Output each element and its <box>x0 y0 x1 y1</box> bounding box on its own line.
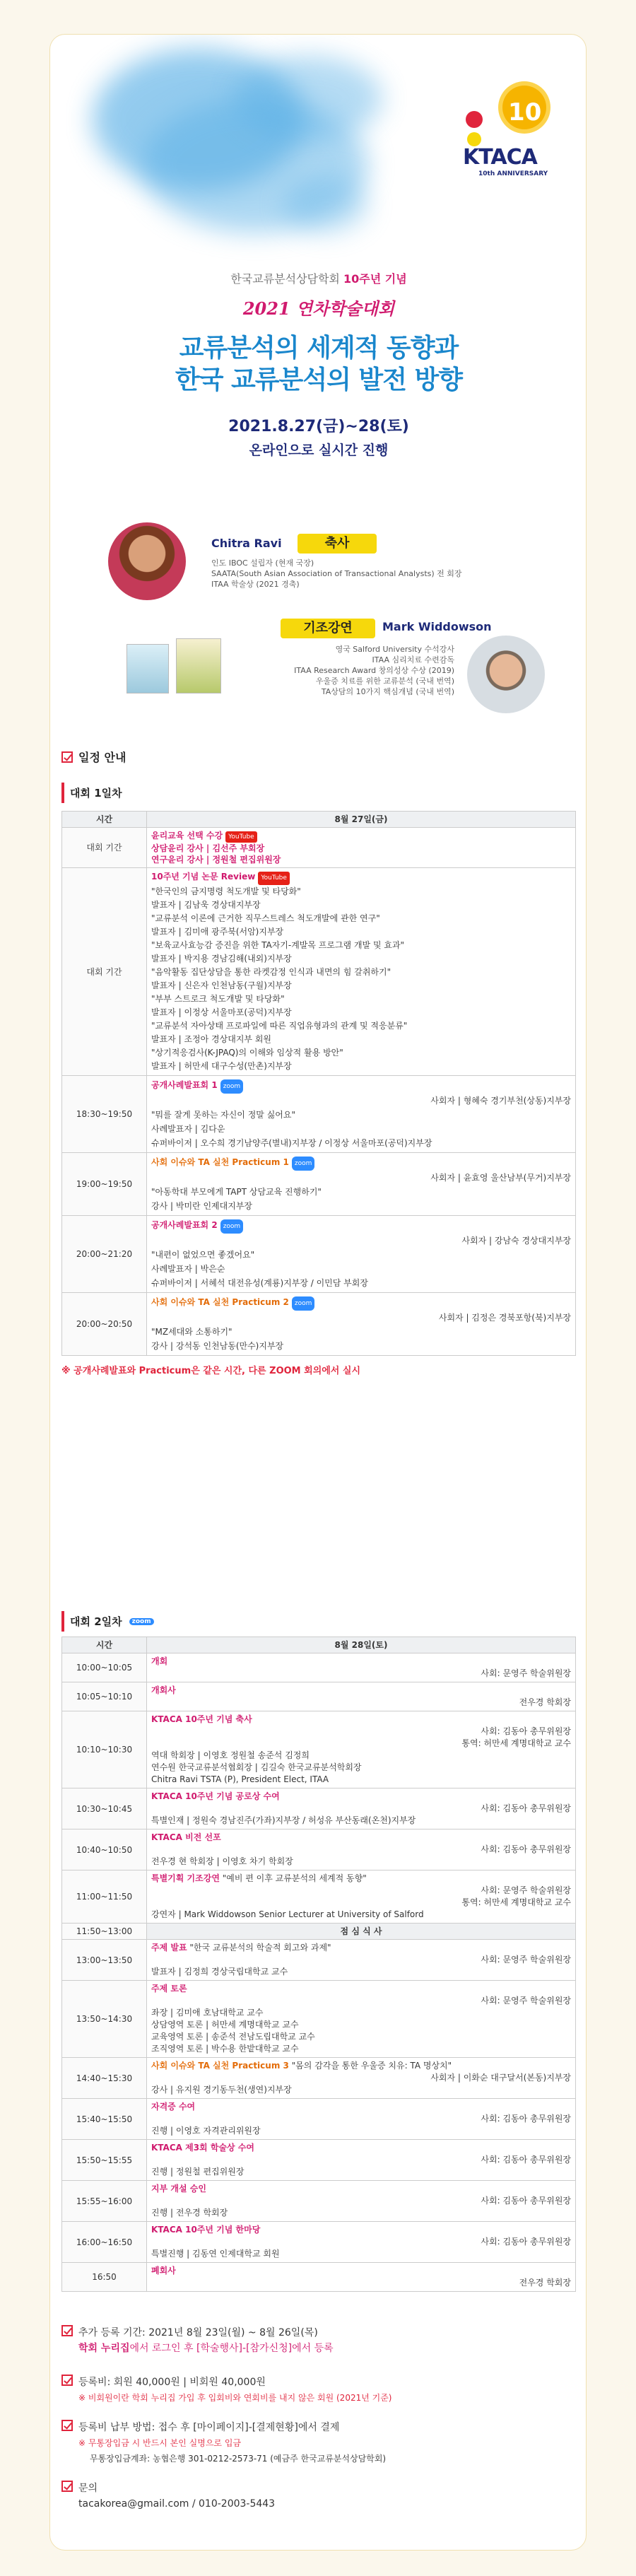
chitra-photo <box>108 522 186 600</box>
table-row: 16:50 폐회사 전우경 학회장 <box>62 2263 576 2292</box>
table-row: 10:00~10:05 개회 사회: 문영주 학술위원장 <box>62 1653 576 1682</box>
check-icon <box>61 2325 73 2336</box>
registration-info: 추가 등록 기간: 2021년 8월 23일(월) ~ 8월 26일(목) 학회 누리집에서 로그인 후 [학술행사]-[참가신청]에서 등록 <box>61 2325 576 2356</box>
contact-text: tacakorea@gmail.com / 010-2003-5443 <box>78 2498 276 2510</box>
table-row: 16:00~16:50 KTACA 10주년 기념 한마당 사회: 김동아 총무위원장 특별진행 | 김동연 인제대학교 회원 <box>62 2222 576 2263</box>
youtube-icon: YouTube <box>225 831 257 843</box>
mark-name: Mark Widdowson <box>382 620 492 633</box>
day2-table: 시간 8월 28일(토) 10:00~10:05 개회 사회: 문영주 학술위원장 10:05~10:10 개회사 전우경 학회장 10:10~10:30 KTACA 10주년 기념 축사 사회: 김동아 총무위원장 통역: 허만세 계명대학교 교수 역대 학회장 | 이영호 정원철 송준석 김정희 연수원 한국교류분석협회장 | 김길숙 한국교류분석학회장 Chitra Ravi TSTA (P), President Elect, ITAA 10:30~10:45 KTACA 10주년 기념 공로상 수여 사회: 김동아 총무위원장 특별인재 | 정원숙 경남진주(가좌)지부장 / 허성유 부산동래(온천)지부장 10:40~10:50 KTACA 비전 선포 사회: 김동아 총무위원장 전우경 현 학회장 | 이영호 차기 학회장 11:00~11:50 특별기획 기조강연 "예비 편 이후 교류분석의 세계적 동향" 사회: 문영주 학술위원장 통역: 허만세 계명대학교 교수 강연자 | Mark Widdowson Senior Lecturer at University of Salford 11:50~13:00 점 심 식 사 13:00~13:50 주제 발표 "한국 교류분석의 학술적 회고와 과제" 사회: 문영주 학술위원장 발표자 | 김정희 경상국립대학교 교수 13:50~14:30 주제 토론 사회: 문영주 학술위원장 좌장 | 김미애 호남대학교 교수 상담영역 토론 | 허만세 계명대학교 교수 교육영역 토론 | 송준석 전남도립대학교 교수 조직영역 토론 | 박수용 한밭대학교 교수 14:40~15:30 사회 이슈와 TA 실천 Practicum 3 "몸의 감각을 통한 우울증 치유: TA 명상치" 사회자 | 이화순 대구달서(본동)지부장 강사 | 유지원 경기동두천(생연)지부장 15:40~15:50 자격증 수여 사회: 김동아 총무위원장 진행 | 이영호 자격관리위원장 15:50~15:55 KTACA 제3회 학술상 수여 사회: 김동아 총무위원장 진행 | 정원철 편집위원장 15:55~16:00 지부 개설 승인 사회: 김동아 총무위원장 진행 | 전우경 학회장 16:00~16:50 KTACA 10주년 기념 한마당 사회: 김동아 총무위원장 특별진행 | 김동연 인제대학교 회원 16:50 폐회사 전우경 학회장 <box>61 1637 576 2292</box>
table-row: 13:00~13:50 주제 발표 "한국 교류분석의 학술적 회고와 과제" 사회: 문영주 학술위원장 발표자 | 김정희 경상국립대학교 교수 <box>62 1940 576 1981</box>
chitra-name: Chitra Ravi <box>211 537 282 550</box>
event-date: 2021.8.27(금)~28(토) <box>228 418 409 435</box>
table-row: 19:00~19:50 사회 이슈와 TA 실천 Practicum 1 zoom 사회자 | 윤효영 울산남부(무거)지부장 "아동학대 부모에게 TAPT 상담교육 진행하기" 강사 | 박미란 인제대지부장 <box>62 1153 576 1216</box>
schedule-heading: 일정 안내 <box>61 749 576 765</box>
table-row: 11:00~11:50 특별기획 기조강연 "예비 편 이후 교류분석의 세계적 동향" 사회: 문영주 학술위원장 통역: 허만세 계명대학교 교수 강연자 | Mark Widdowson Senior Lecturer at University of Salford <box>62 1870 576 1924</box>
table-row: 14:40~15:30 사회 이슈와 TA 실천 Practicum 3 "몸의 감각을 통한 우울증 치유: TA 명상치" 사회자 | 이화순 대구달서(본동)지부장 강사 | 유지원 경기동두천(생연)지부장 <box>62 2058 576 2099</box>
parallel-session-note: ※ 공개사례발표와 Practicum은 같은 시간, 다른 ZOOM 회의에서 실시 <box>61 1366 361 1376</box>
main-title-line2: 한국 교류분석의 발전 방향 <box>175 365 463 394</box>
payment-info: 등록비 납부 방법: 접수 후 [마이페이지]-[결제현황]에서 결제 ※ 무통장입금 시 반드시 본인 실명으로 입금 무통장입금계좌: 농협은행 301-0212-2573-71 (예금주 한국교류분석상담학회) <box>61 2420 576 2466</box>
table-row: 10:10~10:30 KTACA 10주년 기념 축사 사회: 김동아 총무위원장 통역: 허만세 계명대학교 교수 역대 학회장 | 이영호 정원철 송준석 김정희 연수원 한국교류분석협회장 | 김길숙 한국교류분석학회장 Chitra Ravi TSTA (P), President Elect, ITAA <box>62 1711 576 1788</box>
table-row: 대회 기간 10주년 기념 논문 Review YouTube "한국인의 금지명령 척도개발 및 타당화" 발표자 | 김남욱 경상대지부장 "교류분석 이론에 근거한 직무스트레스 척도개발에 관한 연구" 발표자 | 김미애 광주북(서암)지부장 "보육교사효능감 증진을 위한 TA자기-계발목 프로그램 개발 및 효과" 발표자 | 박지용 경남김해(내외)지부장 "음악활동 집단상담을 통한 라켓감정 인식과 내면의 힘 갈취하기" 발표자 | 신은자 인천남동(구월)지부장 "부부 스트로크 척도개발 및 타당화" 발표자 | 이정상 서울마포(공덕)지부장 "교류분석 자아상태 프로파일에 따른 직업유형과의 관계 및 적응분류" 발표자 | 조정아 경상대지부 회원 "상기적응검사(K-JPAQ)의 이해와 임상적 활용 방안" 발표자 | 허만세 대구수성(만촌)지부장 <box>62 868 576 1076</box>
fee-info: 등록비: 회원 40,000원 | 비회원 40,000원 ※ 비회원이란 학회 누리집 가입 후 입회비와 연회비를 내지 않은 회원 (2021년 기준) <box>61 2375 576 2406</box>
ktaca-logo: 10 KTACA 10th ANNIVERSARY <box>446 86 552 185</box>
check-icon <box>61 2481 73 2492</box>
table-row: 10:30~10:45 KTACA 10주년 기념 공로상 수여 사회: 김동아 총무위원장 특별인재 | 정원숙 경남진주(가좌)지부장 / 허성유 부산동래(온천)지부장 <box>62 1788 576 1829</box>
book-covers <box>126 638 225 695</box>
main-title-line1: 교류분석의 세계적 동향과 <box>179 334 459 363</box>
table-row: 15:50~15:55 KTACA 제3회 학술상 수여 사회: 김동아 총무위원장 진행 | 정원철 편집위원장 <box>62 2140 576 2181</box>
table-row: 15:55~16:00 지부 개설 승인 사회: 김동아 총무위원장 진행 | 전우경 학회장 <box>62 2181 576 2222</box>
keynote-badge: 기조강연 <box>281 619 375 638</box>
check-icon <box>61 751 73 763</box>
youtube-icon: YouTube <box>258 872 290 885</box>
day1-table: 시간 8월 27일(금) 대회 기간 윤리교육 선택 수강 YouTube 상담윤리 강사 | 김선주 부회장 연구윤리 강사 | 정원철 편집위원장 대회 기간 10주년 기념 논문 Review YouTube "한국인의 금지명령 척도개발 및 타당화" 발표자 | 김남욱 경상대지부장 "교류분석 이론에 근거한 직무스트레스 척도개발에 관한 연구" 발표자 | 김미애 광주북(서암)지부장 "보육교사효능감 증진을 위한 TA자기-계발목 프로그램 개발 및 효과" 발표자 | 박지용 경남김해(내외)지부장 "음악활동 집단상담을 통한 라켓감정 인식과 내면의 힘 갈취하기" 발표자 | 신은자 인천남동(구월)지부장 "부부 스트로크 척도개발 및 타당화" 발표자 | 이정상 서울마포(공덕)지부장 "교류분석 자아상태 프로파일에 따른 직업유형과의 관계 및 적응분류" 발표자 | 조정아 경상대지부 회원 "상기적응검사(K-JPAQ)의 이해와 임상적 활용 방안" 발표자 | 허만세 대구수성(만촌)지부장 18:30~19:50 공개사례발표회 1 zoom 사회자 | 형혜숙 경기부천(상동)지부장 "뭐를 잘게 못하는 자신이 정말 싫어요" 사례발표자 | 김다운 슈퍼바이저 | 오수희 경기남양주(별내)지부장 / 이정상 서울마포(공덕)지부장 19:00~19:50 사회 이슈와 TA 실천 Practicum 1 zoom 사회자 | 윤효영 울산남부(무거)지부장 "아동학대 부모에게 TAPT 상담교육 진행하기" 강사 | 박미란 인제대지부장 20:00~21:20 공개사례발표회 2 zoom 사회자 | 강남숙 경상대지부장 "내편이 없었으면 좋겠어요" 사례발표자 | 박은순 슈퍼바이저 | 서혜석 대전유성(계룡)지부장 / 이민담 부회장 20:00~20:50 사회 이슈와 TA 실천 Practicum 2 zoom 사회자 | 김정은 경북포항(북)지부장 "MZ세대와 소통하기" 강사 | 강석동 인천남동(만수)지부장 ※ 공개사례발표와 Practicum은 같은 시간, 다른 ZOOM 회의에서 실시 <box>61 811 576 1376</box>
anniversary-text: 10th ANNIVERSARY <box>478 170 548 177</box>
chitra-bio: 인도 IBOC 설립자 (현재 국장) SAATA(South Asian Association of Transactional Analysts) 전 회장 ITAA 학술상 (2021 경축) <box>211 558 462 589</box>
contact-info: 문의 tacakorea@gmail.com / 010-2003-5443 <box>61 2481 576 2512</box>
subtitle: 한국교류분석상담학회 10주년 기념 <box>230 272 407 286</box>
table-row: 18:30~19:50 공개사례발표회 1 zoom 사회자 | 형혜숙 경기부천(상동)지부장 "뭐를 잘게 못하는 자신이 정말 싫어요" 사례발표자 | 김다운 슈퍼바이저 | 오수희 경기남양주(별내)지부장 / 이정상 서울마포(공덕)지부장 <box>62 1076 576 1153</box>
table-row: 20:00~21:20 공개사례발표회 2 zoom 사회자 | 강남숙 경상대지부장 "내편이 없었으면 좋겠어요" 사례발표자 | 박은순 슈퍼바이저 | 서혜석 대전유성(계룡)지부장 / 이민담 부회장 <box>62 1216 576 1293</box>
mark-bio: 영국 Salford University 수석강사 ITAA 심리치료 수련감독 ITAA Research Award 창의성상 수상 (2019) 우울증 치료를 위한 교류분석 (국내 번역) TA상담의 10가지 핵심개념 (국내 번역) <box>294 645 454 696</box>
chitra-badge: 축사 <box>298 534 377 554</box>
table-row: 10:05~10:10 개회사 전우경 학회장 <box>62 1682 576 1711</box>
table-row: 13:50~14:30 주제 토론 사회: 문영주 학술위원장 좌장 | 김미애 호남대학교 교수 상담영역 토론 | 허만세 계명대학교 교수 교육영역 토론 | 송준석 전남도립대학교 교수 조직영역 토론 | 박수용 한밭대학교 교수 <box>62 1981 576 2058</box>
zoom-icon: zoom <box>292 1157 315 1171</box>
year-title: 2021 연차학술대회 <box>242 298 395 319</box>
online-notice: 온라인으로 실시간 진행 <box>249 443 389 458</box>
logo-text: KTACA <box>463 145 537 170</box>
table-row: 15:40~15:50 자격증 수여 사회: 김동아 총무위원장 진행 | 이영호 자격관리위원장 <box>62 2099 576 2140</box>
zoom-icon: zoom <box>220 1079 244 1094</box>
table-row: 10:40~10:50 KTACA 비전 선포 사회: 김동아 총무위원장 전우경 현 학회장 | 이영호 차기 학회장 <box>62 1829 576 1870</box>
day1-heading: 대회 1일차 <box>61 783 576 803</box>
zoom-icon: zoom <box>220 1219 244 1234</box>
table-row: 11:50~13:00 점 심 식 사 <box>62 1924 576 1940</box>
table-row: 대회 기간 윤리교육 선택 수강 YouTube 상담윤리 강사 | 김선주 부회장 연구윤리 강사 | 정원철 편집위원장 <box>62 828 576 868</box>
check-icon <box>61 2420 73 2431</box>
day2-heading: 대회 2일차 zoom <box>61 1611 576 1632</box>
poster <box>49 34 587 2551</box>
zoom-icon: zoom <box>292 1296 315 1311</box>
check-icon <box>61 2375 73 2386</box>
zoom-icon: zoom <box>129 1618 154 1625</box>
table-row: 20:00~20:50 사회 이슈와 TA 실천 Practicum 2 zoom 사회자 | 김정은 경북포항(북)지부장 "MZ세대와 소통하기" 강사 | 강석동 인천남동(만수)지부장 <box>62 1293 576 1356</box>
mark-photo <box>467 636 545 713</box>
